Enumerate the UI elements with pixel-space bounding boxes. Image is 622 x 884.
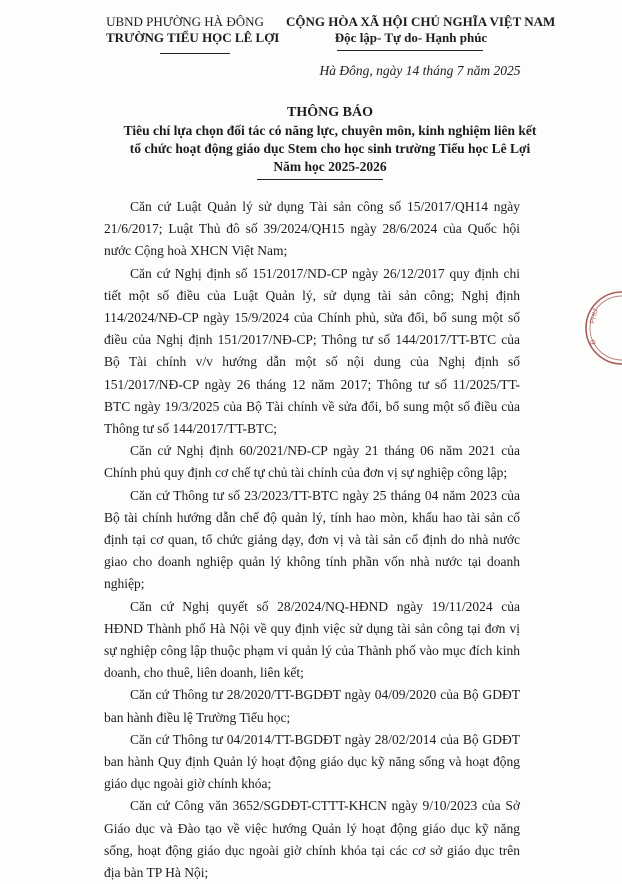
- legal-basis-paragraph: Căn cứ Luật Quản lý sử dụng Tài sản công số 15/2017/QH14 ngày 21/6/2017; Luật Thủ đô số 39/2024/QH15 ngày 28/6/2024 của Quốc hội nước Cộng hoà XHCN Việt Nam;: [104, 199, 520, 259]
- legal-basis-paragraph: Căn cứ Thông tư 28/2020/TT-BGDĐT ngày 04/09/2020 của Bộ GDĐT ban hành điều lệ Trường Tiểu học;: [104, 687, 520, 725]
- legal-basis-paragraph: Căn cứ Thông tư 04/2014/TT-BGDĐT ngày 28/02/2014 của Bộ GDĐT ban hành Quy định Quản lý hoạt động giáo dục kỹ năng sống và hoạt động giáo dục ngoài giờ chính khóa;: [104, 731, 520, 792]
- subtitle-line-1: Tiêu chí lựa chọn đối tác có năng lực, chuyên môn, kinh nghiệm liên kết: [123, 123, 537, 138]
- document-heading: [100, 104, 560, 176]
- school-year: Năm học 2025-2026: [273, 159, 387, 174]
- country-name: CỘNG HÒA XÃ HỘI CHỦ NGHĨA VIỆT NAM: [286, 14, 556, 29]
- subtitle-line-2: tổ chức hoạt động giáo dục Stem cho học sinh trường Tiểu học Lê Lợi: [129, 141, 531, 156]
- document-body: [104, 196, 520, 884]
- authority-parent: UBND PHƯỜNG HÀ ĐÔNG: [106, 14, 264, 29]
- legal-basis-paragraph: Căn cứ Nghị định 60/2021/NĐ-CP ngày 21 tháng 06 năm 2021 của Chính phủ quy định cơ chế tự chủ tài chính của đơn vị sự nghiệp công lập;: [104, 443, 520, 481]
- stamp-seal-icon: [576, 290, 622, 368]
- national-motto: [286, 14, 556, 46]
- legal-basis-paragraph: Căn cứ Thông tư số 23/2023/TT-BTC ngày 25 tháng 04 năm 2023 của Bộ tài chính hướng dẫn chế độ quản lý, tính hao mòn, khấu hao tài sản cố định tại cơ quan, tổ chức giảng dạy, đơn vị và tài sản cố định do nhà nước giao cho doanh nghiệp quản lý không tính phần vốn nhà nước tại doanh nghiệp;: [104, 487, 520, 592]
- document-title: THÔNG BÁO: [287, 105, 373, 120]
- school-year-underline: [257, 179, 383, 180]
- legal-basis-paragraph: Căn cứ Nghị quyết số 28/2024/NQ-HĐND ngày 19/11/2024 của HĐND Thành phố Hà Nội về quy định việc sử dụng tài sản công tại đơn vị sự nghiệp công lập thuộc phạm vi quản lý của Thành phố vào mục đích kinh doanh, cho thuê, liên doanh, liên kết;: [104, 598, 520, 681]
- motto-underline: [337, 50, 483, 51]
- authority-school: TRƯỜNG TIỂU HỌC LÊ LỢI: [106, 30, 280, 45]
- legal-basis-paragraph: Căn cứ Công văn 3652/SGDĐT-CTTT-KHCN ngày 9/10/2023 của Sở Giáo dục và Đào tạo về việc hướng Quản lý hoạt động giáo dục kỹ năng sống, hoạt động giáo dục ngoài giờ chính khóa tại các cơ sở giáo dục trên địa bàn TP Hà Nội;: [104, 798, 520, 881]
- motto: Độc lập- Tự do- Hạnh phúc: [334, 30, 488, 45]
- authority-underline: [160, 53, 230, 54]
- issuing-authority: [106, 14, 280, 46]
- svg-text:.Đ: .Đ: [589, 338, 598, 347]
- legal-basis-paragraph: Căn cứ Nghị định số 151/2017/ND-CP ngày 26/12/2017 quy định chi tiết một số điều của Luật Quản lý, sử dụng tài sản công; Nghị định 114/2024/NĐ-CP ngày 15/9/2024 của Chính phủ, sửa đổi, bổ sung một số điều của Nghị định 151/2017/NĐ-CP; Thông tư số 144/2017/TT-BTC của Bộ Tài chính v/v hướng dẫn một số nội dung của Nghị định số 151/2017/NĐ-CP ngày 26 tháng 12 năm 2017; Thông tư số 11/2025/TT-BTC ngày 19/3/2025 của Bộ Tài chính về sửa đổi, bổ sung một số điều của Thông tư số 144/2017/TT-BTC;: [104, 265, 520, 437]
- svg-text:PHƯ: PHƯ: [589, 307, 600, 325]
- official-stamp-fragment: [576, 290, 622, 368]
- place-date: Hà Đông, ngày 14 tháng 7 năm 2025: [319, 63, 521, 78]
